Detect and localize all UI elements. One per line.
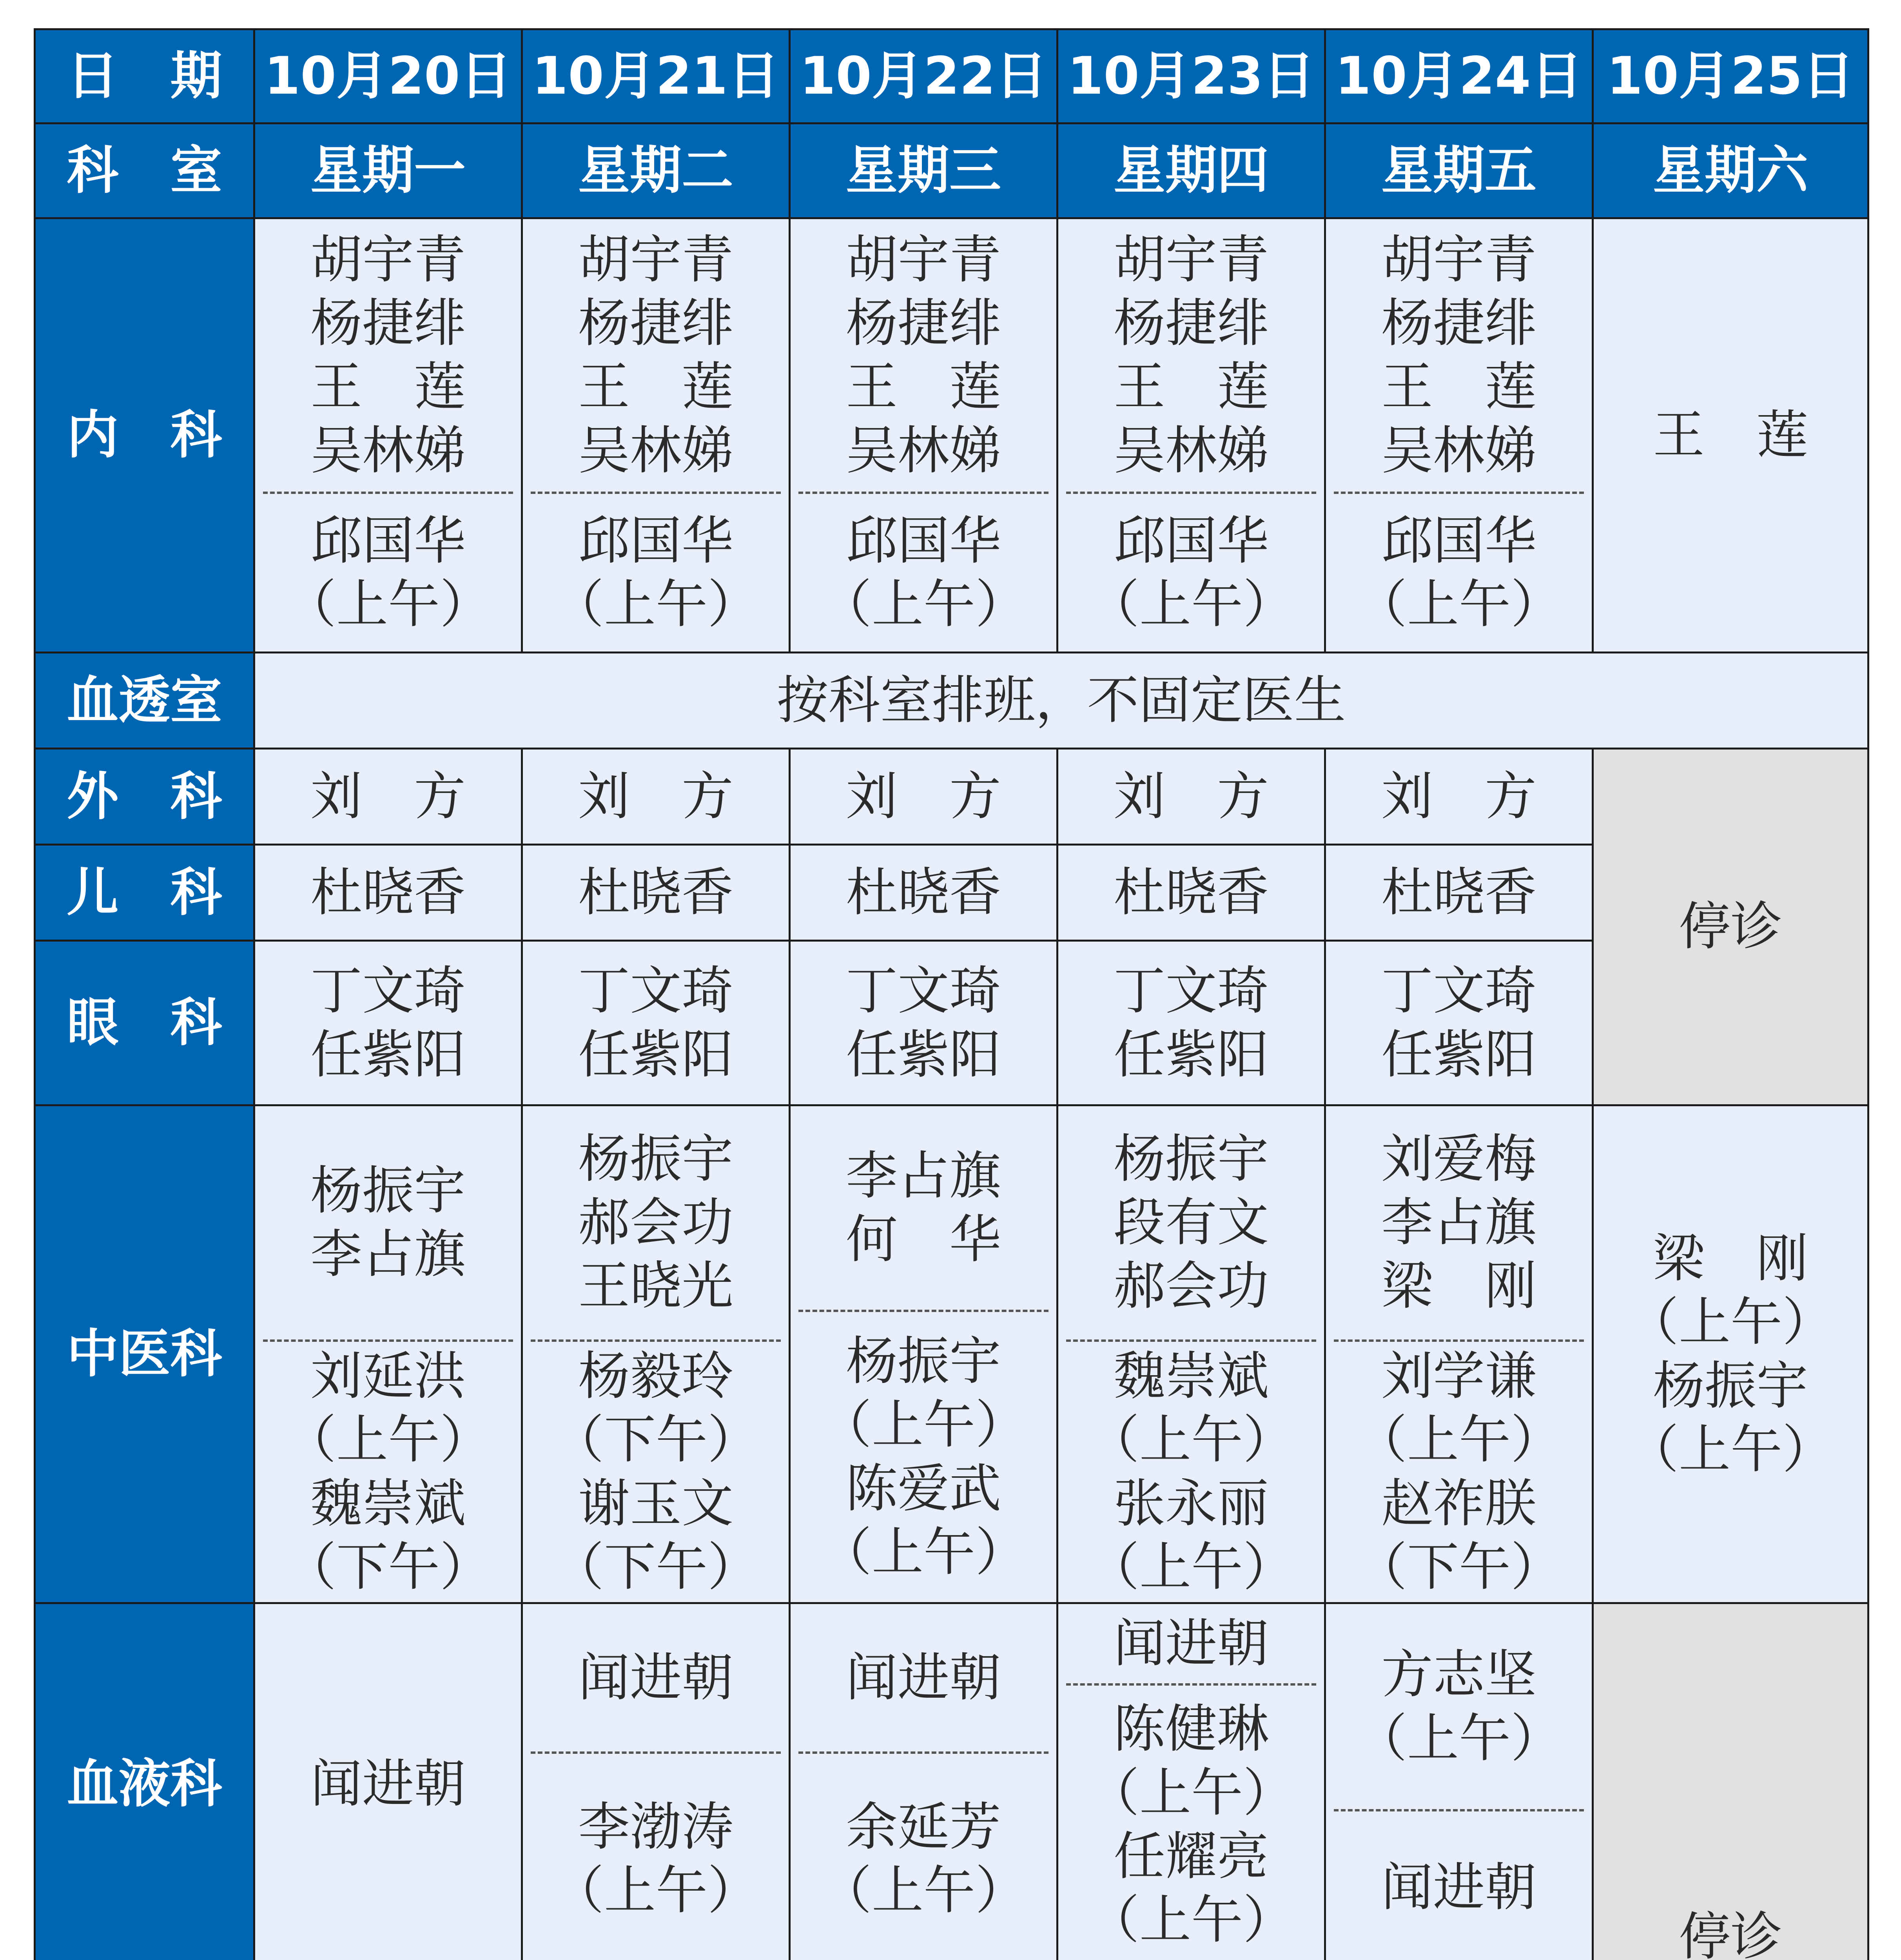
weekday-2: 星期二 [522,123,790,218]
am-section [255,1106,521,1339]
waike-cell: 刘 方 [522,749,790,845]
am-section [523,1604,789,1751]
dept-xuetou: 血透室 [35,653,254,749]
erke-cell: 杜晓香 [790,845,1058,941]
doctor-name: 王 莲 [578,357,733,417]
doctor-name: 张永丽 [1114,1473,1269,1534]
doctor-name: 丁文琦 [1381,961,1536,1022]
xueye-cell-2 [522,1603,790,1960]
yanke-cell [1058,941,1325,1105]
neike-cell-1 [254,218,522,653]
extra-section [523,494,789,652]
doctor-name: （上午） [1088,574,1295,635]
weekday-6: 星期六 [1593,123,1868,218]
doctor-name: （上午） [552,1860,759,1921]
doctor-name: 任耀亮 [1114,1826,1269,1887]
yanke-cell [254,941,522,1105]
doctor-name: 吴林娣 [578,420,733,481]
doctor-name: （上午） [1088,1890,1295,1951]
doctor-name: 邱国华 [846,510,1001,571]
waike-cell: 刘 方 [790,749,1058,845]
am-section [791,1604,1056,1751]
zhongyi-cell-4 [1058,1105,1325,1603]
doctor-name: 邱国华 [1114,510,1269,571]
doctor-name: 丁文琦 [578,961,733,1022]
yanke-cell [522,941,790,1105]
date-4: 10月23日 [1058,29,1325,123]
closed-saturday-group2: 停诊 [1593,1603,1868,1960]
waike-cell: 刘 方 [1058,749,1325,845]
doctor-name: 邱国华 [1381,510,1536,571]
doctor-name: 闻进朝 [1381,1857,1536,1918]
extra-section [523,1754,789,1960]
doctor-name: 李渤涛 [578,1797,733,1857]
doctor-name: 王 莲 [1114,357,1269,417]
doctor-name: （上午） [820,1860,1027,1921]
doctor-name: 王 莲 [310,357,466,417]
dept-neike: 内 科 [35,218,254,653]
doctor-name: 李占旗 [310,1224,466,1285]
doctor-name: 杨捷绯 [1114,293,1269,354]
yanke-cell [790,941,1058,1105]
dept-header-label: 科 室 [35,123,254,218]
xueye-cell-4 [1058,1603,1325,1960]
doctor-name: 杨振宇 [1114,1129,1269,1189]
doctor-name: （上午） [820,574,1027,635]
closed-saturday-group1: 停诊 [1593,749,1868,1105]
dept-erke: 儿 科 [35,845,254,941]
doctor-name: 郝会功 [1114,1256,1269,1317]
am-section [791,1106,1056,1310]
schedule-table [34,28,1869,1960]
xueye-cell-3 [790,1603,1058,1960]
doctor-name: （上午） [820,1395,1027,1455]
doctor-name: 魏崇斌 [1114,1346,1269,1407]
weekday-5: 星期五 [1325,123,1593,218]
doctor-name: 胡宇青 [310,229,466,290]
am-section [1326,1106,1592,1339]
doctor-name: 方志坚 [1381,1644,1536,1705]
doctor-name: 王 莲 [846,357,1001,417]
am-section [1058,1604,1324,1683]
erke-cell: 杜晓香 [1058,845,1325,941]
main-section [1326,219,1592,492]
doctor-name: （上午） [552,574,759,635]
zhongyi-cell-5 [1325,1105,1593,1603]
doctor-name: 刘延洪 [310,1346,466,1407]
doctor-name: 郝会功 [578,1192,733,1253]
doctor-name: 杨毅玲 [578,1346,733,1407]
yanke-cell [1325,941,1593,1105]
waike-cell: 刘 方 [1325,749,1593,845]
doctor-name: 吴林娣 [846,420,1001,481]
doctor-name: 王晓光 [578,1256,733,1317]
extra-section [1326,1342,1592,1602]
doctor-name: 杨振宇 [578,1129,733,1189]
doctor-name: 闻进朝 [1114,1613,1269,1674]
extra-section [1326,1811,1592,1960]
am-section [523,1106,789,1339]
doctor-name: 杨捷绯 [846,293,1001,354]
neike-cell-5 [1325,218,1593,653]
doctor-name: 邱国华 [310,510,466,571]
doctor-name: 胡宇青 [1381,229,1536,290]
doctor-name: 梁 刚 [1653,1228,1808,1289]
doctor-name: （上午） [285,1410,492,1470]
doctor-name: （上午） [1088,1762,1295,1823]
extra-section [791,494,1056,652]
main-section [523,219,789,492]
date-6: 10月25日 [1593,29,1868,123]
main-section [255,219,521,492]
zhongyi-cell-1 [254,1105,522,1603]
doctor-name: 杨振宇 [1653,1356,1808,1416]
am-section [1058,1106,1324,1339]
doctor-name: 任紫阳 [578,1024,733,1085]
doctor-name: （上午） [1088,1410,1295,1470]
extra-section [255,1342,521,1602]
doctor-name: 吴林娣 [310,420,466,481]
doctor-name: 何 华 [846,1209,1001,1270]
waike-cell: 刘 方 [254,749,522,845]
doctor-name: 闻进朝 [310,1753,466,1814]
zhongyi-cell-6 [1593,1105,1868,1603]
doctor-name: 丁文琦 [1114,961,1269,1022]
doctor-name: 陈健琳 [1114,1699,1269,1760]
doctor-name: 杨振宇 [310,1160,466,1221]
extra-section [791,1754,1056,1960]
doctor-name: （上午） [1088,1537,1295,1598]
dept-xueye: 血液科 [35,1603,254,1960]
doctor-name: 刘学谦 [1381,1346,1536,1407]
xueye-cell-1 [254,1603,522,1960]
extra-section [255,494,521,652]
neike-cell-2 [522,218,790,653]
doctor-name: （下午） [1355,1537,1562,1598]
doctor-name: 任紫阳 [1114,1024,1269,1085]
weekday-4: 星期四 [1058,123,1325,218]
date-2: 10月21日 [522,29,790,123]
date-5: 10月24日 [1325,29,1593,123]
doctor-name: 闻进朝 [578,1648,733,1708]
doctor-name: （上午） [1355,1410,1562,1470]
doctor-name: （下午） [552,1410,759,1470]
doctor-name: 王 莲 [1381,357,1536,417]
extra-section [523,1342,789,1602]
doctor-name: 魏崇斌 [310,1473,466,1534]
extra-section [1058,494,1324,652]
doctor-name: 段有文 [1114,1192,1269,1253]
xuetou-note: 按科室排班，不固定医生 [254,653,1868,749]
doctor-name: 谢玉文 [578,1473,733,1534]
date-3: 10月22日 [790,29,1058,123]
doctor-name: 杨振宇 [846,1331,1001,1392]
doctor-name: 杨捷绯 [310,293,466,354]
doctor-name: 吴林娣 [1381,420,1536,481]
zhongyi-cell-2 [522,1105,790,1603]
extra-section [1058,1342,1324,1602]
neike-cell-4 [1058,218,1325,653]
doctor-name: 陈爱武 [846,1458,1001,1519]
erke-cell: 杜晓香 [254,845,522,941]
doctor-name: 赵祚朕 [1381,1473,1536,1534]
doctor-name: 刘爱梅 [1381,1129,1536,1189]
doctor-name: 胡宇青 [578,229,733,290]
doctor-name: 杨捷绯 [578,293,733,354]
xueye-cell-5 [1325,1603,1593,1960]
doctor-name: 杨捷绯 [1381,293,1536,354]
doctor-name: （上午） [1355,1708,1562,1769]
doctor-name: 任紫阳 [1381,1024,1536,1085]
erke-cell: 杜晓香 [522,845,790,941]
zhongyi-cell-3 [790,1105,1058,1603]
doctor-name: 李占旗 [1381,1192,1536,1253]
main-section [791,219,1056,492]
doctor-name: 吴林娣 [1114,420,1269,481]
doctor-name: 梁 刚 [1381,1256,1536,1317]
weekday-1: 星期一 [254,123,522,218]
extra-section [1058,1686,1324,1960]
date-1: 10月20日 [254,29,522,123]
neike-cell-3 [790,218,1058,653]
am-section [1326,1604,1592,1809]
neike-saturday: 王 莲 [1593,218,1868,653]
doctor-name: （下午） [552,1537,759,1598]
doctor-name: （下午） [285,1537,492,1598]
erke-cell: 杜晓香 [1325,845,1593,941]
doctor-name: 邱国华 [578,510,733,571]
extra-section [1326,494,1592,652]
doctor-name: 任紫阳 [310,1024,466,1085]
doctor-name: （上午） [1627,1292,1834,1353]
main-section [1058,219,1324,492]
doctor-name: 闻进朝 [846,1648,1001,1708]
weekday-3: 星期三 [790,123,1058,218]
doctor-name: 胡宇青 [1114,229,1269,290]
doctor-name: 丁文琦 [846,961,1001,1022]
doctor-name: （上午） [285,574,492,635]
date-header-label: 日 期 [35,29,254,123]
dept-waike: 外 科 [35,749,254,845]
doctor-name: 余延芳 [846,1797,1001,1857]
doctor-name: 胡宇青 [846,229,1001,290]
doctor-name: 任紫阳 [846,1024,1001,1085]
doctor-name: （上午） [1355,574,1562,635]
dept-zhongyi: 中医科 [35,1105,254,1603]
doctor-name: （上午） [820,1522,1027,1583]
doctor-name: 丁文琦 [310,961,466,1022]
doctor-name: 李占旗 [846,1145,1001,1206]
extra-section [791,1312,1056,1602]
doctor-name: （上午） [1627,1419,1834,1480]
dept-yanke: 眼 科 [35,941,254,1105]
